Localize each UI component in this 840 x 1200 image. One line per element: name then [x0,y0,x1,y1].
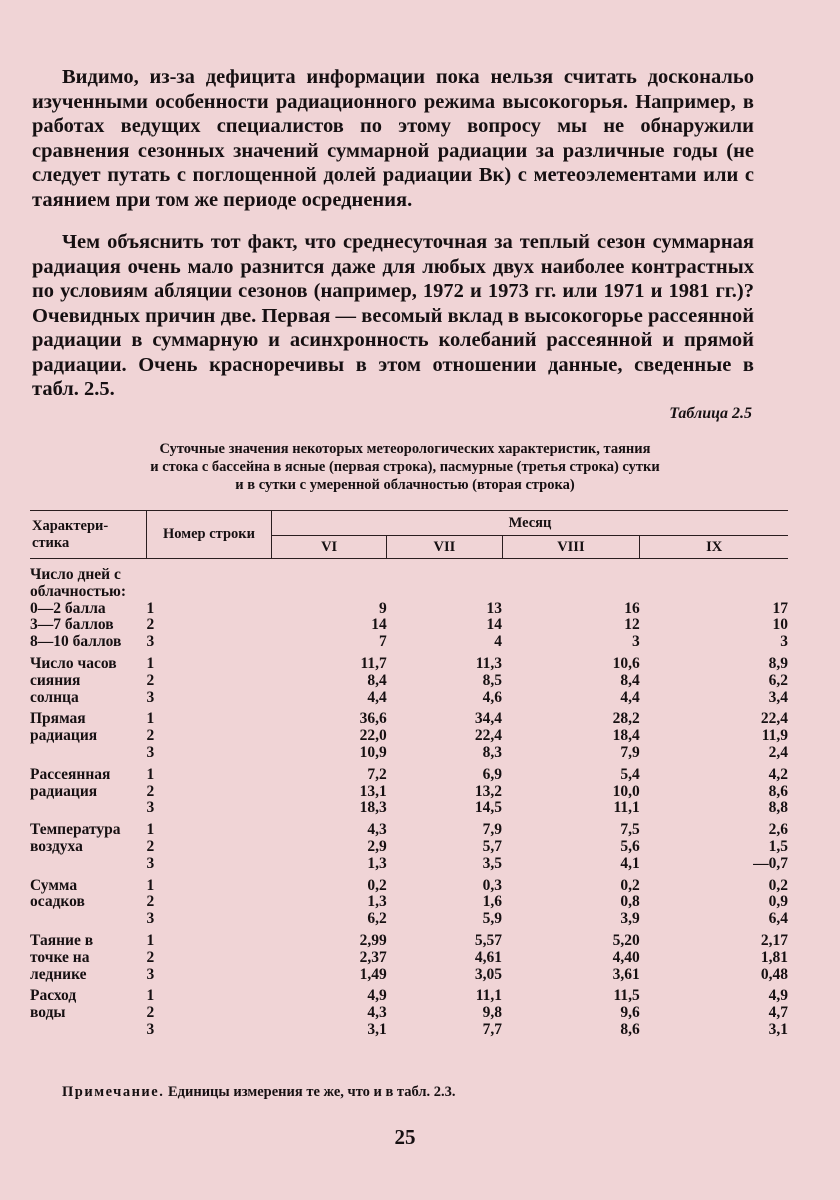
value-vi: 7 [379,633,387,651]
row-label: осадков [30,893,85,911]
row-number: 2 [146,616,155,634]
row-label: леднике [30,965,87,983]
value-vii: 4,6 [482,688,503,706]
row-label: Рассеянная [30,765,111,783]
value-ix: 2,6 [768,821,788,839]
table-note [62,1084,456,1101]
value-viii: 3,9 [620,910,640,928]
value-vii: 22,4 [474,727,503,745]
value-ix: 0,48 [760,965,788,983]
table-row [30,950,788,967]
caption-line: Суточные значения некоторых метеорологических характеристик, таяния [159,441,651,457]
value-vii: 7,7 [482,1020,503,1038]
value-ix: 10 [772,616,788,634]
table-row [30,983,788,1005]
row-number: 1 [146,710,155,728]
row-label: 8—10 баллов [30,633,122,651]
value-vii: 14 [486,616,503,634]
value-viii: 4,4 [620,688,640,706]
value-vi: 4,3 [367,821,387,839]
value-viii: 4,1 [620,854,640,872]
table-body [30,559,788,1039]
value-ix: 8,6 [768,782,788,800]
value-vi: 8,4 [367,671,387,689]
value-ix: —0,7 [753,854,788,872]
value-ix: 1,5 [768,837,788,855]
value-viii: 10,0 [612,782,640,800]
table-row [30,690,788,707]
value-vi: 4,4 [367,688,387,706]
value-viii: 4,40 [612,948,640,966]
table-row [30,967,788,984]
value-vii: 5,9 [482,910,503,928]
paragraph-1: Видимо, из-за дефицита информации пока нельзя считать доскональо изученными особенности радиационного режима высокогорья. Например, в работах ведущих специалистов по этому вопросу мы не обнаружили сравнения сезонных значений суммарной радиации за различные годы (не следует путать с поглощенной долей радиации Bк) с метеоэлементами или с таянием при том же периоде осреднения. [32,66,754,211]
row-label: сияния [30,671,81,689]
value-ix: 3,4 [768,688,788,706]
value-vi [272,559,387,601]
row-label: точке на [30,948,90,966]
page-number: 25 [394,1125,416,1149]
caption-line: и стока с бассейна в ясные (первая строка), пасмурные (третья строка) сутки [150,459,660,475]
value-vii: 6,9 [482,765,503,783]
value-viii: 5,20 [612,931,640,949]
row-number [147,559,272,601]
table-row [30,617,788,634]
row-label [30,1022,147,1039]
value-ix: 0,2 [768,876,788,894]
value-ix: 4,9 [768,987,788,1005]
row-label: воды [30,1004,66,1022]
value-ix: 3 [780,633,788,651]
caption-line: и в сутки с умеренной облачностью (вторая строка) [235,477,575,493]
table-row [30,673,788,690]
value-viii: 18,4 [612,727,640,745]
table-row [30,1005,788,1022]
header-month-vii: VII [387,536,502,559]
table-row [30,728,788,745]
value-vi: 22,0 [359,727,387,745]
value-ix: 8,9 [768,654,788,672]
value-viii: 10,6 [612,654,640,672]
value-vi: 13,1 [359,782,387,800]
row-number: 3 [146,688,155,706]
value-vi: 2,99 [359,931,387,949]
row-label: воздуха [30,837,83,855]
value-viii: 7,9 [620,743,640,761]
value-vi: 6,2 [367,910,387,928]
value-ix: 2,17 [760,931,788,949]
header-month-vi: VI [272,536,387,559]
row-label: Число часов [30,654,117,672]
row-label: Сумма [30,876,78,894]
value-ix: 17 [772,599,788,617]
row-label: Прямая [30,710,86,728]
table-row [30,800,788,817]
value-ix: 2,4 [768,743,788,761]
value-vii: 4,61 [474,948,503,966]
value-viii: 3 [632,633,640,651]
table-row [30,839,788,856]
value-ix: 22,4 [760,710,788,728]
value-vi: 18,3 [359,799,387,817]
row-number: 3 [146,633,155,651]
table-row [30,817,788,839]
value-viii: 9,6 [620,1004,640,1022]
value-ix [640,559,788,601]
table-row [30,784,788,801]
value-ix: 1,81 [760,948,788,966]
value-vii: 13,2 [474,782,503,800]
table-label: Таблица 2.5 [669,405,752,422]
value-vi: 4,3 [367,1004,387,1022]
value-vii: 3,05 [474,965,503,983]
row-number: 1 [146,765,155,783]
value-vi: 2,9 [367,837,387,855]
row-number: 2 [146,727,155,745]
table-row [30,873,788,895]
row-number: 2 [146,948,155,966]
row-number: 2 [146,671,155,689]
value-viii: 7,5 [620,821,640,839]
value-vi: 4,9 [367,987,387,1005]
value-vii: 4 [494,633,503,651]
table-row [30,928,788,950]
value-viii: 8,6 [620,1020,640,1038]
value-vi: 1,3 [367,893,387,911]
value-vii: 11,3 [475,654,503,672]
header-month-viii: VIII [502,536,640,559]
value-ix: 11,9 [761,727,788,745]
table-row [30,559,788,601]
value-ix: 4,7 [768,1004,788,1022]
value-ix: 3,1 [768,1020,788,1038]
value-ix: 0,9 [768,893,788,911]
value-vi: 0,2 [367,876,387,894]
value-vi: 3,1 [367,1020,387,1038]
value-vii: 11,1 [475,987,503,1005]
table-row [30,911,788,928]
row-number: 2 [146,837,155,855]
value-vii: 5,57 [474,931,503,949]
row-number: 3 [146,743,155,761]
value-vi: 1,49 [359,965,387,983]
row-number: 3 [146,1020,155,1038]
note-label: Примечание. [62,1084,165,1100]
value-vi: 2,37 [359,948,387,966]
table-row [30,706,788,728]
row-label [30,911,147,928]
row-label: 3—7 баллов [30,616,114,634]
value-viii: 5,6 [620,837,640,855]
table-caption [40,440,770,494]
row-number: 2 [146,893,155,911]
row-label: Таяние в [30,931,94,949]
table-row [30,1022,788,1039]
value-vii: 14,5 [474,799,503,817]
row-number: 3 [146,799,155,817]
table-row [30,856,788,873]
value-viii: 0,2 [620,876,640,894]
row-label: солнца [30,688,79,706]
value-viii [502,559,640,601]
value-vi: 7,2 [367,765,387,783]
value-ix: 6,4 [768,910,788,928]
value-vi: 14 [371,616,387,634]
value-vii: 9,8 [482,1004,503,1022]
value-vii: 7,9 [482,821,503,839]
header-month-ix: IX [640,536,788,559]
row-label: Температура [30,821,121,839]
row-number: 1 [146,654,155,672]
value-viii: 11,1 [613,799,640,817]
row-label: Расход [30,987,77,1005]
table-row [30,745,788,762]
value-vi: 1,3 [367,854,387,872]
row-number: 1 [146,599,155,617]
row-number: 1 [146,821,155,839]
value-vii: 13 [486,599,503,617]
header-characteristic: Характери-стика [30,511,147,559]
value-viii: 5,4 [620,765,640,783]
value-vi: 10,9 [359,743,387,761]
row-number: 2 [146,782,155,800]
header-month: Месяц [272,511,789,536]
row-number: 1 [146,876,155,894]
row-number: 1 [146,987,155,1005]
value-vii: 5,7 [482,837,503,855]
table-row [30,651,788,673]
row-label [30,745,147,762]
value-vii: 8,5 [482,671,503,689]
value-vii: 34,4 [474,710,503,728]
value-vii: 0,3 [482,876,503,894]
value-ix: 4,2 [768,765,788,783]
header-row-number: Номер строки [147,511,272,559]
value-viii: 12 [624,616,640,634]
value-vii [387,559,502,601]
value-ix: 6,2 [768,671,788,689]
value-viii: 16 [624,599,640,617]
row-number: 3 [146,854,155,872]
row-label: радиация [30,782,98,800]
row-number: 1 [146,931,155,949]
value-viii: 8,4 [620,671,640,689]
value-vi: 36,6 [359,710,387,728]
value-viii: 0,8 [620,893,640,911]
value-ix: 8,8 [768,799,788,817]
row-number: 3 [146,910,155,928]
value-vi: 11,7 [360,654,387,672]
table-row [30,601,788,618]
row-label: Число дней с облачностью: [30,566,127,600]
row-number: 3 [146,965,155,983]
note-text: Единицы измерения те же, что и в табл. 2.3. [167,1084,456,1100]
data-table [30,510,788,1039]
row-label [30,856,147,873]
row-label [30,800,147,817]
table-row [30,894,788,911]
row-number: 2 [146,1004,155,1022]
row-label: 0—2 балла [30,599,106,617]
paragraph-2: Чем объяснить тот факт, что среднесуточная за теплый сезон суммарная радиация очень мало разнится даже для любых двух наиболее контрастных по условиям абляции сезонов (например, 1972 и 1973 гг. или 1971 и 1981 гг.)? Очевидных причин две. Первая — весомый вклад в высокогорье рассеянной радиации в суммарную и асинхронность колебаний рассеянной и прямой радиации. Очень красноречивы в этом отношении данные, сведенные в табл. 2.5. [32,231,754,400]
table-row [30,762,788,784]
value-viii: 3,61 [612,965,640,983]
value-vi: 9 [379,599,387,617]
value-viii: 11,5 [613,987,640,1005]
value-vii: 8,3 [482,743,503,761]
value-vii: 1,6 [482,893,503,911]
table-row [30,634,788,651]
value-vii: 3,5 [482,854,503,872]
row-label: радиация [30,727,98,745]
value-viii: 28,2 [612,710,640,728]
